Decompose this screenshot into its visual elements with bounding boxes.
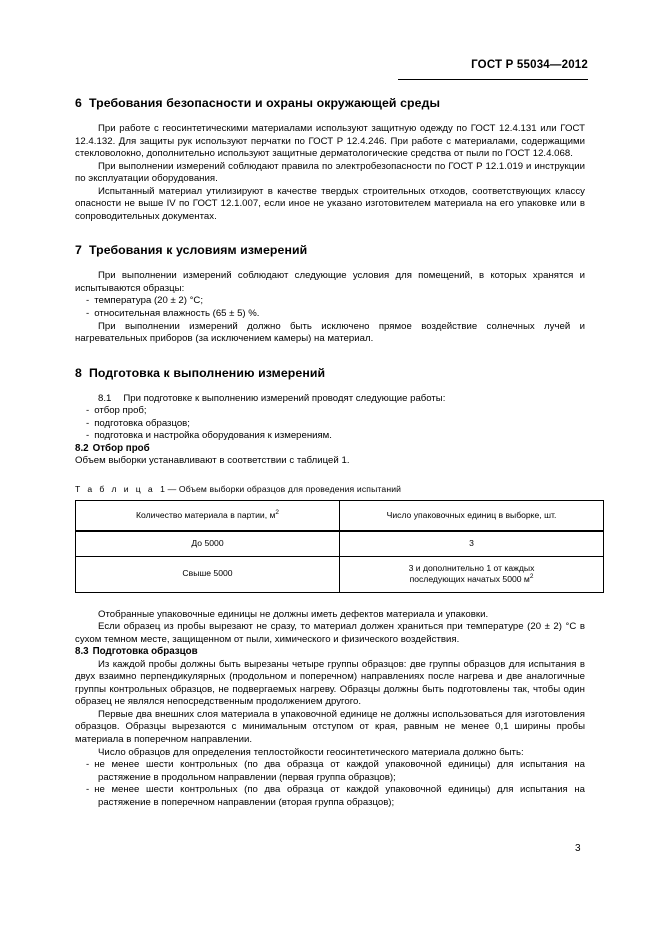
clause-8-1-number: 8.1: [98, 392, 112, 404]
section-heading-7: [75, 243, 585, 257]
clause-8-1-list-item-2-label: подготовка образцов;: [94, 417, 190, 429]
section6-paragraph-1: При работе с геосинтетическими материалами используют защитную одежду по ГОСТ 12.4.131 или ГОСТ 12.4.132. Для защиты рук используют перчатки по ГОСТ Р 12.4.246. При работе с материалами, содержащими стекловолокно, дополнительно используют защитные дерматологические средства от пыли по ГОСТ 12.4.068.: [75, 123, 585, 160]
clause-8-2-title: Отбор проб: [92, 442, 150, 454]
spacer: [75, 223, 585, 243]
bullet-dash-icon: -: [86, 784, 90, 796]
section-heading-6: [75, 96, 585, 110]
bullet-dash-icon: -: [86, 430, 90, 442]
clause-8-1-list-item-1-label: отбор проб;: [94, 405, 147, 417]
clause-8-3-title: Подготовка образцов: [92, 646, 198, 658]
clause-8-1-list-item-2: [75, 418, 585, 431]
table-cell-packages-row1: 3: [340, 531, 604, 556]
table-1: [75, 500, 604, 593]
table-header-cell-quantity: [76, 500, 340, 531]
clause-8-1-list-item-3: [75, 430, 585, 443]
section6-paragraph-2: При выполнении измерений соблюдают правила по электробезопасности по ГОСТ Р 12.1.019 и инструкции по эксплуатации оборудования.: [75, 160, 585, 185]
table-cell-packages-row2-line2: последующих начатых 5000 м: [409, 574, 530, 585]
section7-list-item-2-label: относительная влажность (65 ± 5) %.: [94, 308, 260, 320]
clause-8-3-list-item-2: [75, 784, 585, 809]
clause-8-3-paragraph-1: Из каждой пробы должны быть вырезаны четыре группы образцов: две группы образцов для испытания в двух взаимно перпендикулярных (продольном и поперечном) направлениях после нагрева и две аналогичные группы контрольных образцов, не подвергаемых нагреву. Образцы должны быть подготовлены так, чтобы один образец не являлся непосредственным продолжением другого.: [75, 658, 585, 708]
bullet-dash-icon: -: [86, 308, 90, 320]
table-header-cell-packages: Число упаковочных единиц в выборке, шт.: [340, 500, 604, 531]
clause-8-1-text: При подготовке к выполнению измерений проводят следующие работы:: [123, 392, 446, 404]
clause-8-2-text: Объем выборки устанавливают в соответствии с таблицей 1.: [75, 455, 350, 467]
table-cell-quantity-row1: До 5000: [76, 531, 340, 556]
section7-list-item-1-label: температура (20 ± 2) °С;: [94, 295, 204, 307]
page-header-standard-code: ГОСТ Р 55034—2012: [471, 59, 588, 71]
clause-8-3-heading: [75, 646, 585, 659]
clause-8-3-paragraph-3: Число образцов для определения теплостойкости геосинтетического материала должно быть:: [98, 746, 524, 758]
table-cell-packages-row2-superscript: 2: [529, 573, 534, 581]
section-number-6: 6: [75, 96, 82, 110]
clause-8-1-list-item-3-label: подготовка и настройка оборудования к измерениям.: [94, 430, 332, 442]
header-rule: [398, 79, 588, 80]
section-title-7: Требования к условиям измерений: [88, 243, 308, 258]
section-title-8: Подготовка к выполнению измерений: [88, 365, 326, 380]
section-title-6: Требования безопасности и охраны окружающей среды: [88, 96, 441, 110]
table-1-caption: [75, 484, 585, 494]
clause-8-2-number: 8.2: [75, 442, 89, 454]
clause-8-2-after-table-paragraph-2: Если образец из пробы вырезают не сразу, то материал должен храниться при температуре (20 ± 2) °С в сухом темном месте, защищенном от пыли, химического и физического воздействия.: [75, 621, 585, 645]
table-1-caption-dash: —: [167, 483, 177, 494]
clause-8-3-list-item-1: [75, 759, 585, 784]
bullet-dash-icon: -: [86, 759, 90, 771]
table-header-quantity-label: Количество материала в партии, м: [136, 509, 276, 520]
clause-8-2-after-table-paragraph-1: Отобранные упаковочные единицы не должны иметь дефектов материала и упаковки.: [98, 608, 489, 620]
spacer: [75, 468, 585, 484]
table-cell-packages-row2-line1: 3 и дополнительно 1 от каждых: [408, 562, 535, 573]
section7-list-item-1: [75, 295, 585, 308]
table-cell-quantity-row2: Свыше 5000: [76, 556, 340, 592]
section7-paragraph-1: При выполнении измерений соблюдают следующие условия для помещений, в которых хранятся и испытываются образцы:: [75, 270, 585, 294]
table-header-row: [76, 500, 604, 531]
section6-paragraph-3: Испытанный материал утилизируют в качестве твердых строительных отходов, соответствующих классу опасности не выше IV по ГОСТ 12.1.007, если иное не указано изготовителем материала на его упаковке или в сопроводительных документах.: [75, 185, 585, 222]
clause-8-3-list-item-2-label: не менее шести контрольных (по два образца от каждой упаковочной единицы) для испытания на растяжение в поперечном направлении (вторая группа образцов);: [94, 784, 585, 808]
clause-8-2-heading: [75, 443, 585, 456]
table-1-caption-number: 1: [160, 483, 166, 494]
clause-8-1: [75, 393, 585, 406]
clause-8-1-list-item-1: [75, 405, 585, 418]
section-heading-8: [75, 366, 585, 380]
table-row: [76, 556, 604, 592]
clause-8-3-list-item-1-label: не менее шести контрольных (по два образца от каждой упаковочной единицы) для испытания на растяжение в продольном направлении (первая группа образцов);: [94, 759, 585, 783]
section-number-7: 7: [75, 243, 82, 258]
section7-list-item-2: [75, 308, 585, 321]
document-content: [75, 96, 585, 809]
table-header-quantity-superscript: 2: [275, 509, 279, 517]
table-cell-packages-row2: [340, 556, 604, 592]
bullet-dash-icon: -: [86, 295, 90, 307]
table-1-caption-title: Объем выборки образцов для проведения испытаний: [178, 483, 402, 494]
spacer: [75, 593, 585, 609]
section-number-8: 8: [75, 365, 82, 380]
clause-8-3-number: 8.3: [75, 646, 89, 658]
spacer: [75, 346, 585, 366]
table-row: [76, 531, 604, 556]
bullet-dash-icon: -: [86, 417, 90, 429]
clause-8-3-paragraph-2: Первые два внешних слоя материала в упаковочной единице не должны использоваться для изготовления образцов. Образцы вырезаются с минимальным отступом от края, равным не менее 0,1 ширины пробы материала в поперечном направлении.: [75, 708, 585, 746]
table-1-caption-label: Т а б л и ц а: [75, 483, 155, 494]
section7-paragraph-2: При выполнении измерений должно быть исключено прямое воздействие солнечных лучей и нагревательных приборов (за исключением камеры) на материал.: [75, 320, 585, 345]
bullet-dash-icon: -: [86, 405, 90, 417]
page-number: 3: [575, 843, 581, 854]
